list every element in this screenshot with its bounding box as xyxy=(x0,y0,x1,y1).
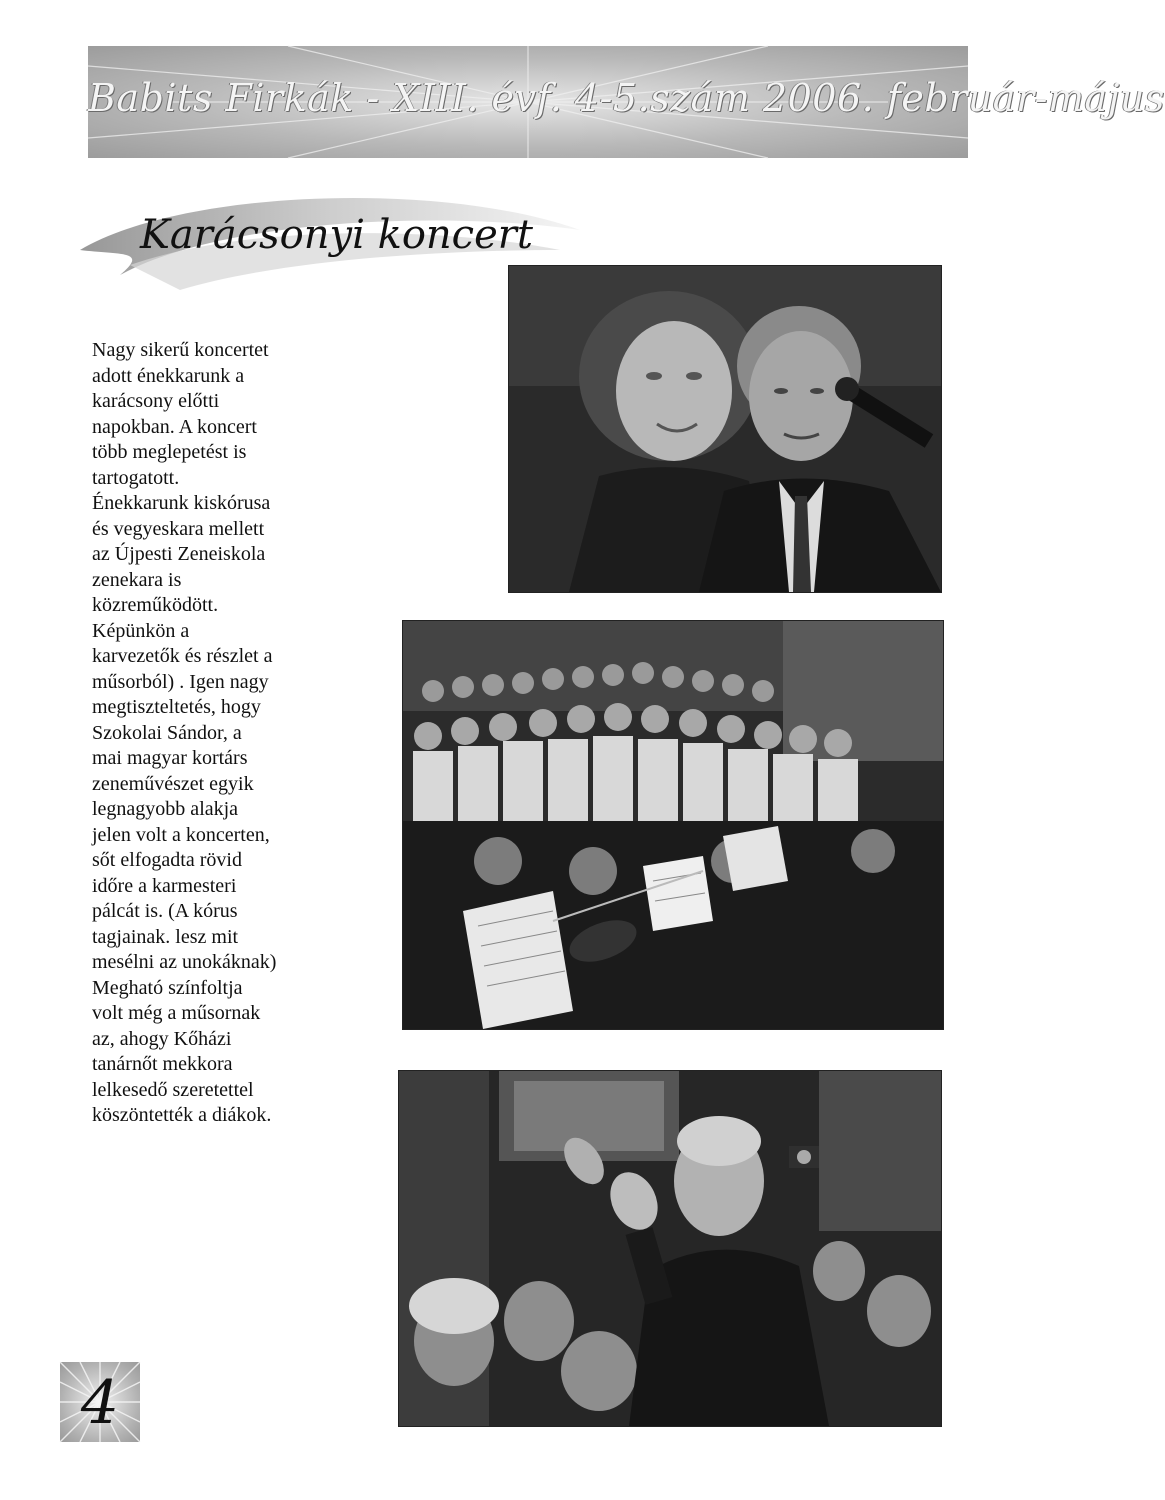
article-line: Énekkarunk kiskórusa xyxy=(92,492,271,514)
article-line: Nagy sikerű koncertet xyxy=(92,339,269,361)
article-line: legnagyobb alakja xyxy=(92,798,239,820)
journal-header-title: Babits Firkák - XIII. évf. 4-5.szám 2006. február-május xyxy=(88,76,1165,120)
header-banner xyxy=(88,46,1165,158)
page-number: 4 xyxy=(80,1368,120,1438)
article-line: megtiszteltetés, hogy xyxy=(92,696,261,718)
article-line: az, ahogy Kőházi xyxy=(92,1027,232,1050)
article-line: tartogatott. xyxy=(92,466,180,489)
article-line: köszöntették a diákok. xyxy=(92,1104,272,1126)
article-line: volt még a műsornak xyxy=(92,1002,261,1024)
article-line: Szokolai Sándor, a xyxy=(92,721,242,744)
article-line: karvezetők és részlet a xyxy=(92,645,273,667)
article-title: Karácsonyi koncert xyxy=(140,212,533,258)
photo-guest-conductor xyxy=(398,1070,942,1427)
article-line: közreműködött. xyxy=(92,594,219,616)
article-line: időre a karmesteri xyxy=(92,874,237,897)
article-line: sőt elfogadta rövid xyxy=(92,849,242,871)
article-line: jelen volt a koncerten, xyxy=(92,823,270,846)
article-line: mesélni az unokáknak) xyxy=(92,951,277,973)
photo-choir-orchestra xyxy=(402,620,944,1030)
photo-conductors xyxy=(508,265,942,593)
article-line: több meglepetést is xyxy=(92,441,247,463)
article-line: pálcát is. (A kórus xyxy=(92,900,238,922)
article-line: tanárnőt mekkora xyxy=(92,1053,233,1075)
article-line: mai magyar kortárs xyxy=(92,747,248,769)
article-line: és vegyeskara mellett xyxy=(92,517,265,540)
article-line: zeneművészet egyik xyxy=(92,772,254,795)
article-line: Megható színfoltja xyxy=(92,976,243,999)
article-line: zenekara is xyxy=(92,568,182,591)
article-line: lelkesedő szeretettel xyxy=(92,1078,254,1101)
article-line: karácsony előtti xyxy=(92,390,220,412)
article-line: Képünkön a xyxy=(92,619,190,642)
article-line: adott énekkarunk a xyxy=(92,364,245,387)
page-number-box xyxy=(60,1362,140,1442)
article-line: az Újpesti Zeneiskola xyxy=(92,543,266,565)
article-line: napokban. A koncert xyxy=(92,415,257,438)
article-line: tagjainak. lesz mit xyxy=(92,925,239,948)
article-line: műsorból) . Igen nagy xyxy=(92,670,269,693)
article-body xyxy=(92,338,324,1129)
